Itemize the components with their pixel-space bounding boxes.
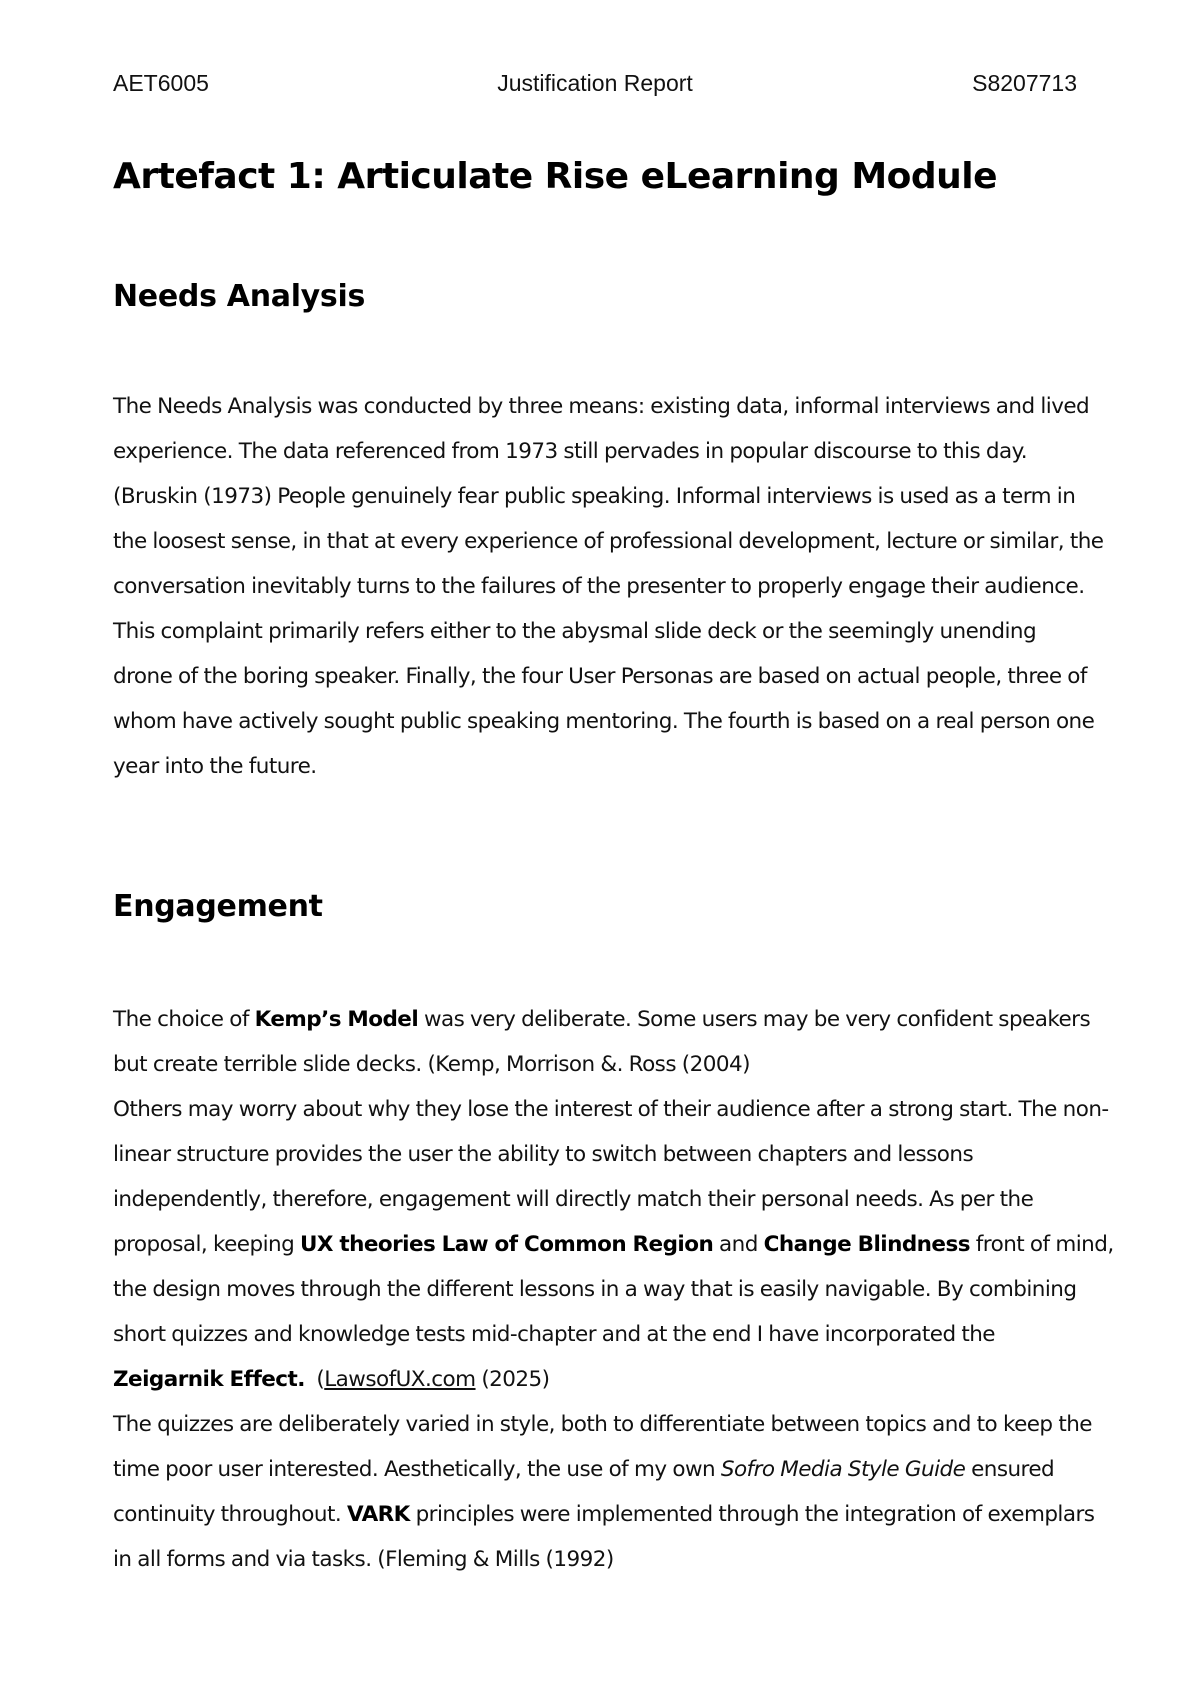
text-line [113,997,1091,1042]
text-run: ( [304,1367,325,1392]
text-run: continuity throughout. [113,1502,347,1527]
ux-theories-term: UX theories Law of Common Region [299,1232,714,1257]
engagement-heading: Engagement [113,889,323,924]
vark-term: VARK [346,1502,410,1527]
text-run: proposal, keeping [113,1232,300,1257]
text-line: short quizzes and knowledge tests mid-chapter and at the end I have incorporated the [113,1322,995,1347]
course-code: AET6005 [113,70,209,96]
text-run: ensured [965,1457,1055,1482]
page-title: Artefact 1: Articulate Rise eLearning Module [113,156,998,197]
text-line: but create terrible slide decks. (Kemp, Morrison &. Ross (2004) [113,1052,750,1077]
text-line: independently, therefore, engagement will directly match their personal needs. As per the [113,1187,1034,1212]
text-line: experience. The data referenced from 1973 still pervades in popular discourse to this day. [113,439,1028,464]
text-line: whom have actively sought public speaking mentoring. The fourth is based on a real person one [113,709,1095,734]
engagement-paragraph [113,997,1114,1582]
text-run: and [713,1232,764,1257]
text-line: The quizzes are deliberately varied in style, both to differentiate between topics and to keep the [113,1412,1092,1437]
text-line: year into the future. [113,754,317,779]
student-id: S8207713 [972,70,1077,96]
text-line: the design moves through the different lessons in a way that is easily navigable. By combining [113,1277,1077,1302]
text-run: The choice of [113,1007,255,1032]
style-guide-title: Sofro Media Style Guide [720,1457,966,1482]
text-line [113,1447,1088,1492]
running-header [113,70,1077,102]
text-line: in all forms and via tasks. (Fleming & Mills (1992) [113,1547,614,1572]
text-run: front of mind, [969,1232,1114,1257]
text-line: Others may worry about why they lose the interest of their audience after a strong start. The non- [113,1097,1109,1122]
needs-analysis-heading: Needs Analysis [113,279,366,314]
text-run: (2025) [475,1367,550,1392]
zeigarnik-effect-term: Zeigarnik Effect. [113,1367,305,1392]
text-line: the loosest sense, in that at every experience of professional development, lecture or similar, the [113,529,1104,554]
document-title: Justification Report [497,70,693,96]
text-line: (Bruskin (1973) People genuinely fear public speaking. Informal interviews is used as a term in [113,484,1076,509]
text-line: The Needs Analysis was conducted by three means: existing data, informal interviews and lived [113,394,1090,419]
text-run: was very deliberate. Some users may be very confident speakers [418,1007,1091,1032]
text-line: linear structure provides the user the ability to switch between chapters and lessons [113,1142,974,1167]
needs-analysis-paragraph [113,384,1104,789]
text-line [113,1492,1095,1537]
text-line: drone of the boring speaker. Finally, the four User Personas are based on actual people, three of [113,664,1087,689]
kemps-model-term: Kemp’s Model [254,1007,419,1032]
text-line [113,1222,1114,1267]
text-line: This complaint primarily refers either to the abysmal slide deck or the seemingly unending [113,619,1037,644]
text-run: principles were implemented through the integration of exemplars [409,1502,1095,1527]
text-line: conversation inevitably turns to the failures of the presenter to properly engage their audience. [113,574,1085,599]
change-blindness-term: Change Blindness [763,1232,970,1257]
text-run: time poor user interested. Aesthetically, the use of my own [113,1457,721,1482]
lawsofux-link[interactable]: LawsofUX.com [324,1367,476,1392]
text-line [113,1357,1088,1402]
